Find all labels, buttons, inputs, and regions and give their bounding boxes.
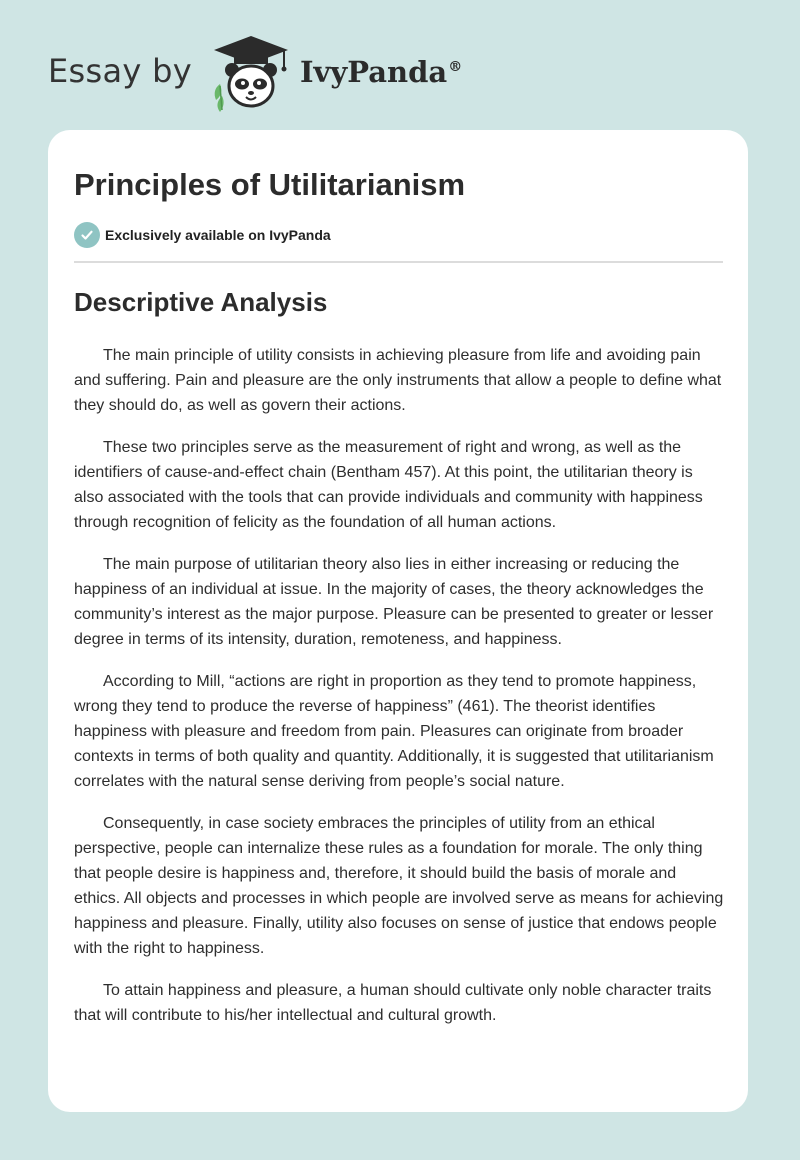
brand-prefix: Essay by [48, 52, 192, 90]
paragraph: These two principles serve as the measurement of right and wrong, as well as the identifiers of cause-and-effect chain (Bentham 457). At this point, the utilitarian theory is also associated with the tools that can provide individuals and community with happiness through recognition of felicity as the foundation of all human actions. [74, 439, 703, 531]
essay-card [48, 130, 748, 1112]
essay-body [74, 343, 726, 1045]
paragraph: The main principle of utility consists in achieving pleasure from life and avoiding pain and suffering. Pain and pleasure are the only instruments that allow a people to define what they should do, as well as govern their actions. [74, 347, 722, 414]
brand-name: IvyPanda® [299, 55, 463, 89]
site-header-logo[interactable] [48, 34, 462, 114]
page-title: Principles of Utilitarianism [74, 167, 466, 202]
panda-graduate-icon [206, 34, 296, 114]
exclusive-badge-label: Exclusively available on IvyPanda [105, 227, 331, 243]
check-icon [74, 222, 100, 248]
paragraph: To attain happiness and pleasure, a human should cultivate only noble character traits that will contribute to his/her intellectual and cultural growth. [74, 982, 712, 1024]
paragraph: Consequently, in case society embraces the principles of utility from an ethical perspective, people can internalize these rules as a foundation for morale. The only thing that people desire is happiness and, therefore, it should build the basis of morale and ethics. All objects and processes in which people are involved serve as means for achieving happiness and pleasure. Finally, utility also focuses on sense of justice that endows people with the right to happiness. [74, 815, 724, 957]
exclusive-badge [74, 222, 331, 248]
divider [74, 261, 723, 263]
paragraph: According to Mill, “actions are right in proportion as they tend to promote happiness, wrong they tend to produce the reverse of happiness” (461). The theorist identifies happiness with pleasure and freedom from pain. Pleasures can originate from broader contexts in terms of both quality and quantity. Additionally, it is suggested that utilitarianism correlates with the natural sense deriving from people’s social nature. [74, 673, 714, 790]
paragraph: The main purpose of utilitarian theory also lies in either increasing or reducing the happiness of an individual at issue. In the majority of cases, the theory acknowledges the community’s interest as the major purpose. Pleasure can be presented to greater or lesser degree in terms of its intensity, duration, remoteness, and happiness. [74, 556, 714, 648]
registered-mark: ® [448, 59, 463, 76]
section-heading: Descriptive Analysis [74, 287, 328, 317]
